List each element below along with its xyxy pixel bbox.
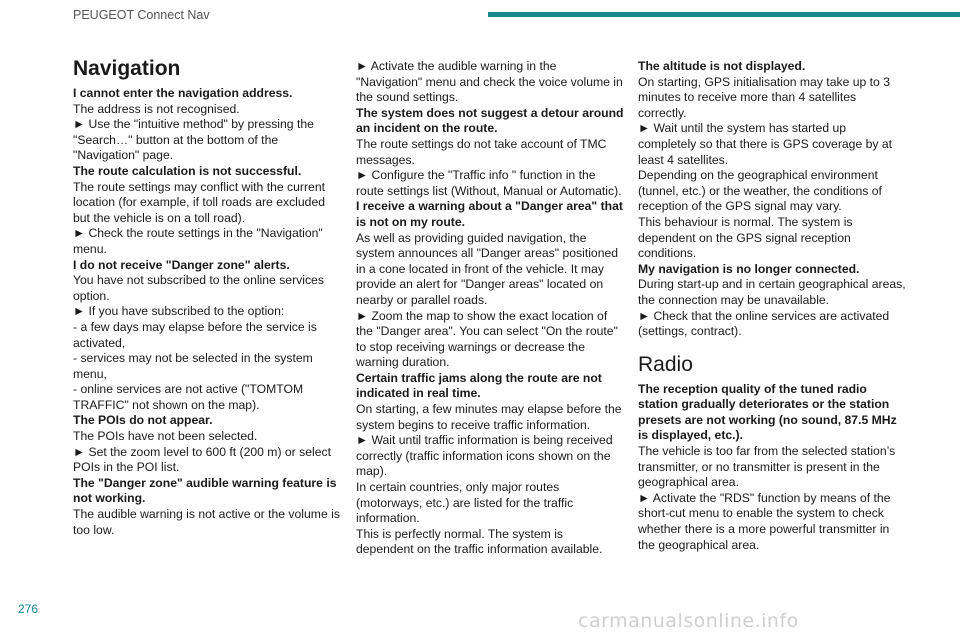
column-1-text — [73, 86, 341, 538]
question-heading: The system does not suggest a detour around an incident on the route. — [356, 105, 624, 136]
paragraph: As well as providing guided navigation, the system announces all "Danger areas" positioned in a cone located in front of the vehicle. It may provide an alert for "Danger areas" located on nearby or parallel roads. — [356, 230, 619, 307]
paragraph: You have not subscribed to the online services option. — [73, 273, 324, 303]
paragraph: ► Use the "intuitive method" by pressing the "Search…" button at the bottom of the "Navigation" page. — [73, 117, 314, 163]
paragraph: The POIs have not been selected. — [73, 429, 258, 444]
paragraph: ► Activate the audible warning in the "Navigation" menu and check the voice volume in the sound settings. — [356, 59, 623, 105]
column-3 — [638, 59, 906, 553]
question-heading: I receive a warning about a "Danger area" that is not on my route. — [356, 199, 623, 229]
question-heading: My navigation is no longer connected. — [638, 261, 860, 276]
column-1 — [73, 56, 341, 538]
paragraph: ► Wait until the system has started up completely so that there is GPS coverage by at least 4 satellites. — [638, 121, 893, 167]
question-heading: The reception quality of the tuned radio station gradually deteriorates or the station presets are not working (no sound, 87.5 MHz is displayed, etc.). — [638, 381, 897, 443]
column-2-text — [356, 59, 624, 558]
paragraph: Depending on the geographical environment (tunnel, etc.) or the weather, the conditions of reception of the GPS signal may vary. — [638, 168, 882, 214]
question-heading: Certain traffic jams along the route are not indicated in real time. — [356, 370, 602, 401]
paragraph: This behaviour is normal. The system is dependent on the GPS signal reception conditions. — [638, 214, 853, 261]
paragraph: ► If you have subscribed to the option: — [73, 304, 285, 319]
paragraph: ► Configure the "Traffic info " function in the route settings list (Without, Manual or Automatic). — [356, 168, 622, 198]
paragraph: ► Check the route settings in the "Navigation" menu. — [73, 226, 323, 256]
question-heading: The "Danger zone" audible warning feature is not working. — [73, 475, 337, 506]
question-heading: The altitude is not displayed. — [638, 59, 806, 73]
question-heading: The route calculation is not successful. — [73, 163, 302, 178]
paragraph: In certain countries, only major routes (motorways, etc.) are listed for the traffic information. — [356, 480, 574, 526]
section-heading-navigation: Navigation — [73, 57, 181, 80]
paragraph: On starting, a few minutes may elapse before the system begins to receive traffic information. — [356, 402, 622, 432]
question-heading: I do not receive "Danger zone" alerts. — [73, 257, 290, 272]
paragraph: During start-up and in certain geographical areas, the connection may be unavailable. — [638, 277, 906, 307]
column-3-radio-text — [638, 382, 906, 554]
paragraph: This is perfectly normal. The system is dependent on the traffic information available. — [356, 526, 603, 557]
paragraph: - services may not be selected in the system menu, — [73, 351, 313, 381]
paragraph: - a few days may elapse before the service is activated, — [73, 319, 317, 350]
header-title: PEUGEOT Connect Nav — [73, 8, 210, 22]
paragraph: ► Wait until traffic information is being received correctly (traffic information icons shown on the map). — [356, 433, 613, 479]
question-heading: I cannot enter the navigation address. — [73, 86, 293, 100]
paragraph: ► Check that the online services are activated (settings, contract). — [638, 308, 890, 339]
paragraph: On starting, GPS initialisation may take up to 3 minutes to receive more than 4 satellites correctly. — [638, 74, 890, 120]
paragraph: ► Activate the "RDS" function by means of the short-cut menu to enable the system to check whether there is a more powerful transmitter in the geographical area. — [638, 490, 891, 552]
paragraph: The vehicle is too far from the selected station’s transmitter, or no transmitter is present in the geographical area. — [638, 444, 896, 490]
paragraph: ► Set the zoom level to 600 ft (200 m) or select POIs in the POI list. — [73, 444, 331, 475]
question-heading: The POIs do not appear. — [73, 413, 213, 428]
section-heading-radio: Radio — [638, 352, 693, 376]
page-number: 276 — [18, 602, 39, 616]
column-3-text — [638, 59, 906, 340]
paragraph: The address is not recognised. — [73, 101, 240, 116]
watermark: carmanualsonline.info — [578, 610, 799, 632]
paragraph: The route settings do not take account of TMC messages. — [356, 136, 607, 167]
paragraph: The route settings may conflict with the current location (for example, if toll roads are excluded but the vehicle is on a toll road). — [73, 179, 326, 225]
column-2 — [356, 59, 624, 558]
header-accent-bar — [488, 12, 960, 17]
paragraph: The audible warning is not active or the volume is too low. — [73, 507, 340, 537]
paragraph: - online services are not active ("TOMTOM TRAFFIC" not shown on the map). — [73, 382, 304, 412]
paragraph: ► Zoom the map to show the exact location of the "Danger area". You can select "On the route" to stop receiving warnings or decrease the warning duration. — [356, 308, 618, 370]
